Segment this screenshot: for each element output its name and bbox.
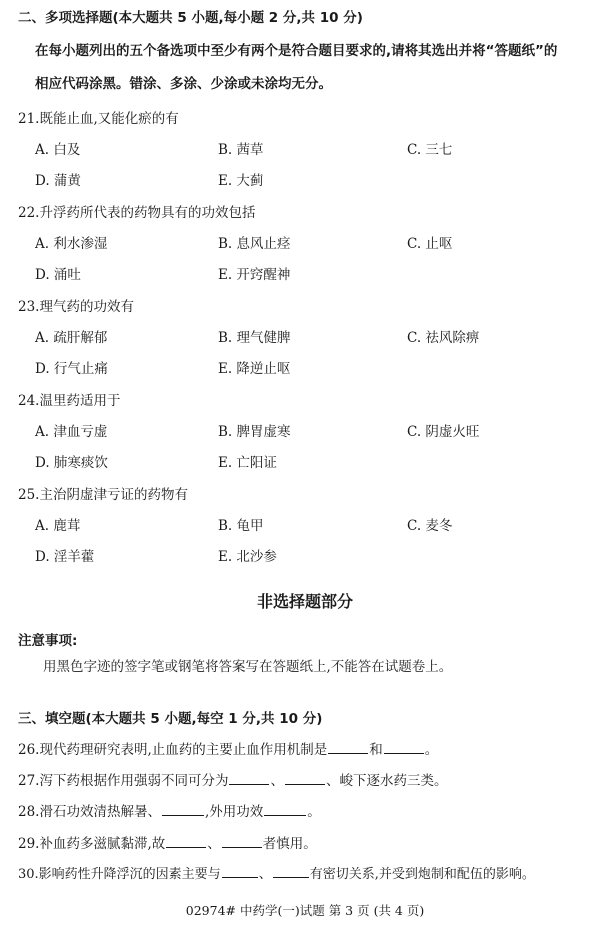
- section-title-multiple-choice: 二、多项选择题(本大题共 5 小题,每小题 2 分,共 10 分): [18, 10, 363, 26]
- question-stem: 25.主治阴虚津亏证的药物有: [18, 487, 188, 503]
- option-e: E. 降逆止呕: [218, 361, 291, 377]
- option-d: D. 蒲黄: [35, 173, 81, 189]
- question-text: 。: [307, 804, 321, 820]
- question-stem: 22.升浮药所代表的药物具有的功效包括: [18, 205, 256, 221]
- option-a: A. 津血亏虚: [35, 424, 108, 440]
- option-d: D. 行气止痛: [35, 361, 108, 377]
- option-a: A. 白及: [35, 142, 81, 158]
- option-e: E. 大蓟: [218, 173, 264, 189]
- option-a: A. 鹿茸: [35, 518, 81, 534]
- instruction-line-1: 在每小题列出的五个备选项中至少有两个是符合题目要求的,请将其选出并将“答题纸”的: [35, 43, 558, 59]
- question-stem: 24.温里药适用于: [18, 393, 121, 409]
- option-c: C. 阴虚火旺: [407, 424, 480, 440]
- question-text: 、: [258, 867, 272, 882]
- section-title-fill-in: 三、填空题(本大题共 5 小题,每空 1 分,共 10 分): [18, 711, 323, 727]
- option-b: B. 理气健脾: [218, 330, 291, 346]
- answer-blank[interactable]: [222, 835, 262, 848]
- notice-text: 用黑色字迹的签字笔或钢笔将答案写在答题纸上,不能答在试题卷上。: [43, 659, 453, 675]
- instruction-line-2: 相应代码涂黑。错涂、多涂、少涂或未涂均无分。: [35, 76, 332, 92]
- option-e: E. 北沙参: [218, 549, 277, 565]
- question-text: 、峻下逐水药三类。: [325, 773, 448, 789]
- option-b: B. 脾胃虚寒: [218, 424, 291, 440]
- fill-question-29: [18, 832, 317, 852]
- option-e: E. 亡阳证: [218, 455, 277, 471]
- option-e: E. 开窍醒神: [218, 267, 291, 283]
- notice-label: 注意事项:: [18, 633, 78, 649]
- option-b: B. 龟甲: [218, 518, 264, 534]
- question-text: ,外用功效: [204, 804, 264, 820]
- fill-question-27: [18, 769, 447, 789]
- answer-blank[interactable]: [264, 803, 306, 816]
- answer-blank[interactable]: [229, 772, 269, 785]
- answer-blank[interactable]: [166, 835, 206, 848]
- answer-blank[interactable]: [384, 741, 424, 754]
- option-b: B. 息风止痉: [218, 236, 291, 252]
- answer-blank[interactable]: [328, 741, 368, 754]
- question-text: 和: [369, 742, 383, 758]
- answer-blank[interactable]: [273, 865, 309, 878]
- fill-question-28: [18, 800, 321, 820]
- question-text: 28.滑石功效清热解暑、: [18, 804, 161, 820]
- answer-blank[interactable]: [222, 865, 258, 878]
- fill-question-26: [18, 738, 438, 758]
- option-d: D. 肺寒痰饮: [35, 455, 108, 471]
- option-c: C. 止呕: [407, 236, 453, 252]
- question-text: 者慎用。: [262, 836, 317, 852]
- question-stem: 23.理气药的功效有: [18, 299, 134, 315]
- question-text: 30.影响药性升降浮沉的因素主要与: [18, 867, 221, 882]
- question-stem: 21.既能止血,又能化瘀的有: [18, 111, 179, 127]
- question-text: 29.补血药多滋腻黏滞,故: [18, 836, 166, 852]
- fill-question-30: [18, 863, 535, 882]
- option-d: D. 涌吐: [35, 267, 81, 283]
- option-b: B. 茜草: [218, 142, 264, 158]
- answer-blank[interactable]: [162, 803, 204, 816]
- option-c: C. 祛风除痹: [407, 330, 480, 346]
- question-text: 。: [424, 742, 439, 758]
- option-c: C. 三七: [407, 142, 453, 158]
- option-c: C. 麦冬: [407, 518, 453, 534]
- page-footer: 02974# 中药学(一)试题 第 3 页 (共 4 页): [185, 903, 425, 918]
- answer-blank[interactable]: [285, 772, 325, 785]
- question-text: 、: [270, 773, 284, 789]
- option-d: D. 淫羊藿: [35, 549, 95, 565]
- question-text: 27.泻下药根据作用强弱不同可分为: [18, 773, 229, 789]
- question-text: 有密切关系,并受到炮制和配伍的影响。: [309, 867, 535, 882]
- option-a: A. 利水渗湿: [35, 236, 108, 252]
- question-text: 26.现代药理研究表明,止血药的主要止血作用机制是: [18, 742, 328, 758]
- option-a: A. 疏肝解郁: [35, 330, 108, 346]
- non-choice-title: 非选择题部分: [256, 592, 353, 611]
- question-text: 、: [207, 836, 221, 852]
